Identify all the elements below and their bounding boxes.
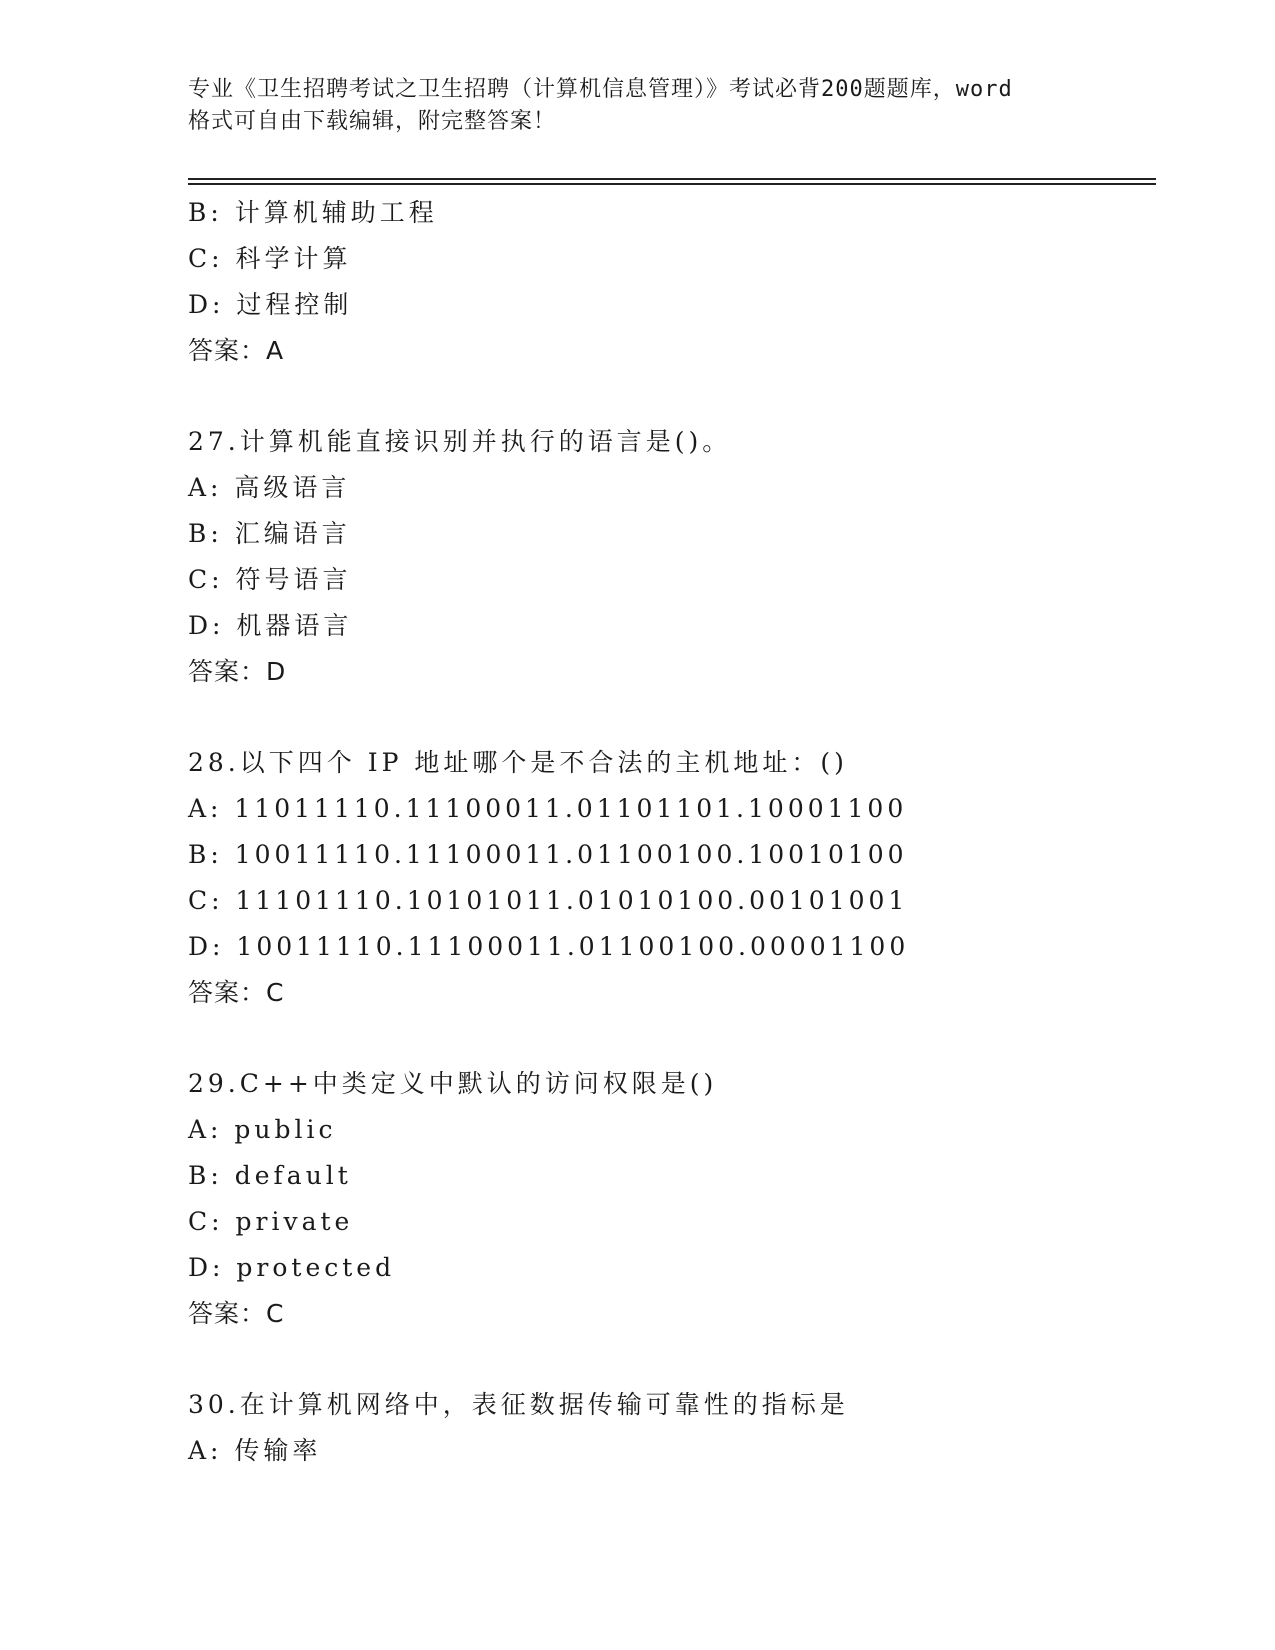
option-a: A: 传输率 (188, 1436, 322, 1465)
question-29 (188, 1061, 1156, 1337)
answer-line: 答案：A (188, 336, 285, 365)
option-d: D: 过程控制 (188, 290, 353, 319)
document-header (188, 74, 1088, 138)
option-a: A: 高级语言 (188, 473, 351, 502)
option-a: A: 11011110.11100011.01101101.10001100 (188, 794, 908, 823)
answer-line: 答案：C (188, 978, 285, 1007)
option-a: A: public (188, 1115, 337, 1144)
answer-line: 答案：D (188, 657, 287, 686)
option-c: C: private (188, 1207, 354, 1236)
option-d: D: 10011110.11100011.01100100.00001100 (188, 932, 910, 961)
question-stem: 30.在计算机网络中，表征数据传输可靠性的指标是 (188, 1390, 849, 1419)
option-b: B: 计算机辅助工程 (188, 198, 438, 227)
question-list (188, 190, 1156, 1474)
question-26-continued (188, 190, 1156, 374)
header-divider-bottom (188, 183, 1156, 185)
question-28 (188, 740, 1156, 1016)
question-27 (188, 419, 1156, 695)
question-30 (188, 1382, 1156, 1474)
option-c: C: 符号语言 (188, 565, 352, 594)
header-divider-top (188, 178, 1156, 180)
option-b: B: default (188, 1161, 352, 1190)
option-c: C: 科学计算 (188, 244, 352, 273)
header-line-2: 格式可自由下载编辑，附完整答案！ (188, 109, 557, 134)
question-stem: 29.C++中类定义中默认的访问权限是() (188, 1069, 718, 1098)
answer-line: 答案：C (188, 1299, 285, 1328)
option-d: D: 机器语言 (188, 611, 353, 640)
option-b: B: 10011110.11100011.01100100.10010100 (188, 840, 908, 869)
option-c: C: 11101110.10101011.01010100.00101001 (188, 886, 909, 915)
question-stem: 27.计算机能直接识别并执行的语言是()。 (188, 427, 732, 456)
header-line-1: 专业《卫生招聘考试之卫生招聘（计算机信息管理）》考试必背200题题库，word (188, 77, 1013, 102)
question-stem: 28.以下四个 IP 地址哪个是不合法的主机地址：() (188, 748, 848, 777)
option-b: B: 汇编语言 (188, 519, 351, 548)
option-d: D: protected (188, 1253, 396, 1282)
